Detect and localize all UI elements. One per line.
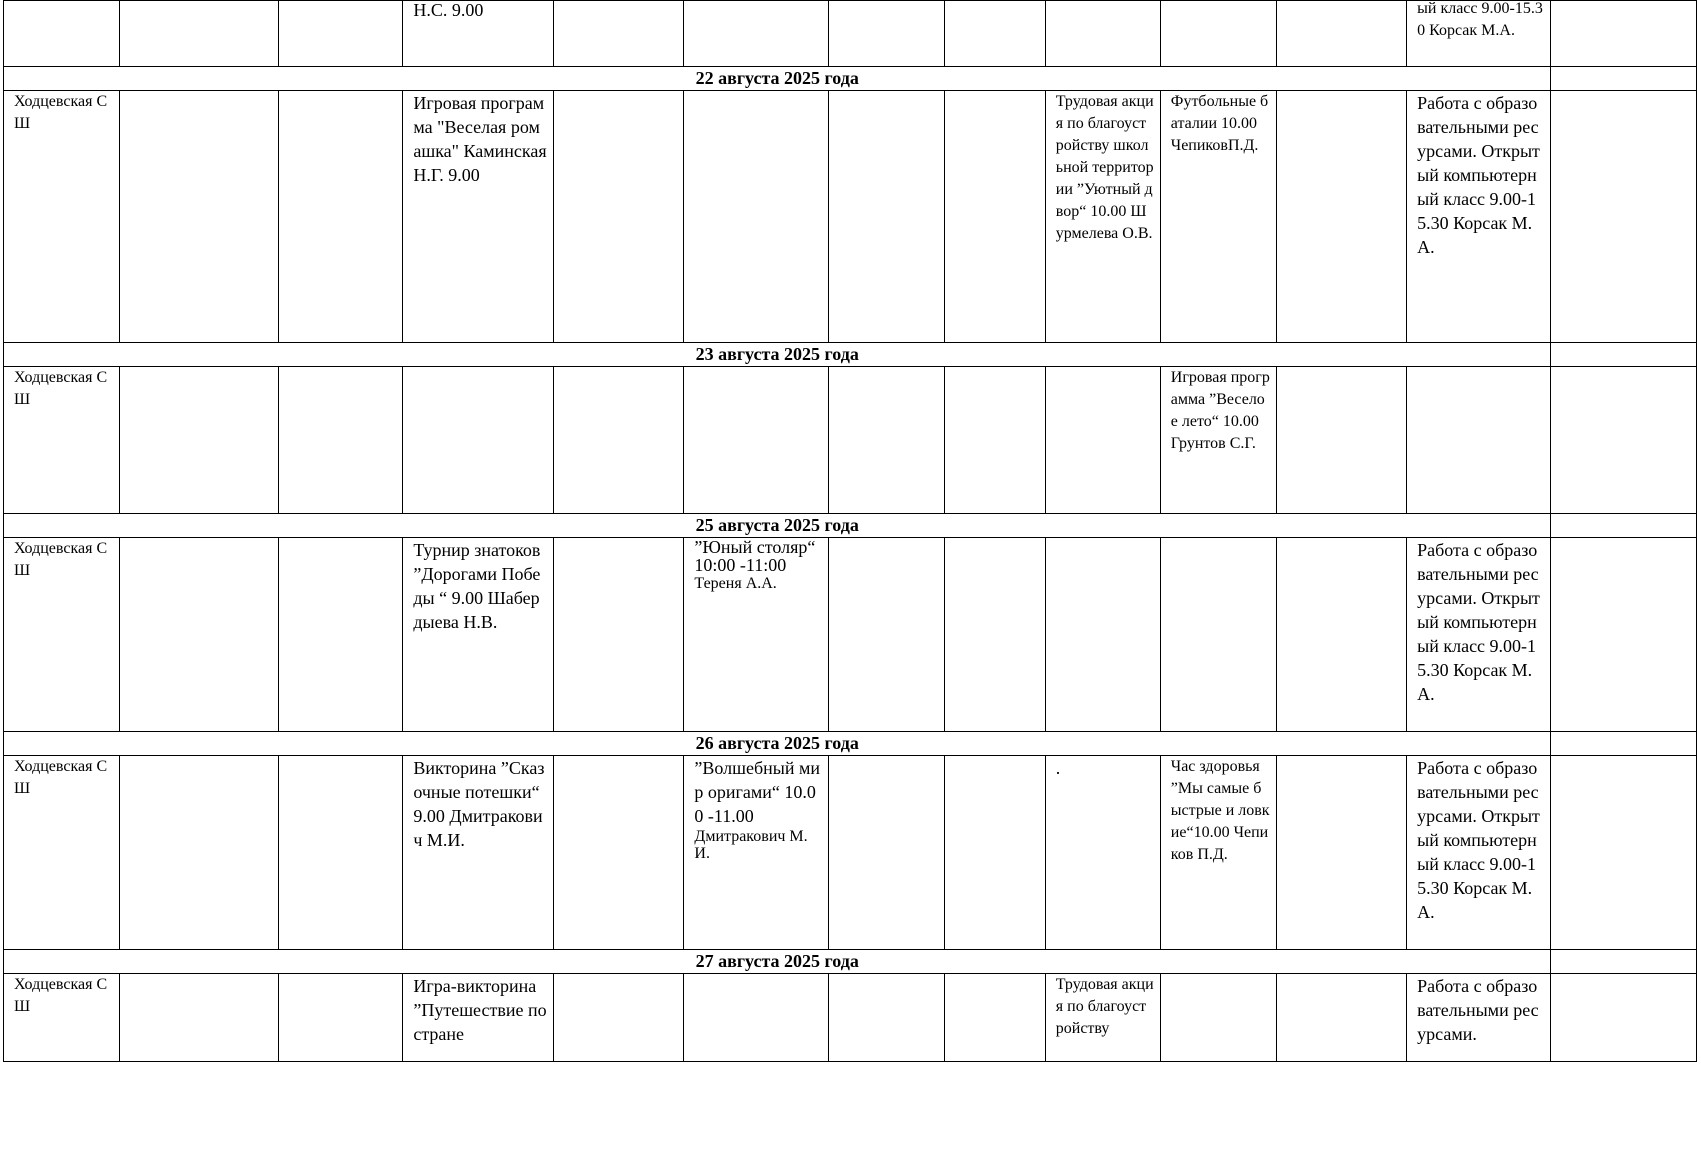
event-cell: Час здоровья ”Мы самые быстрые и ловкие“10.00 Чепиков П.Д. <box>1170 758 1270 863</box>
date-header: 23 августа 2025 года <box>4 343 1551 367</box>
event-cell: Игровая программа "Веселая ромашка" Каминская Н.Г. 9.00 <box>413 93 547 185</box>
school-name: Ходцевская СШ <box>14 976 108 1015</box>
date-header-row <box>4 732 1697 756</box>
date-header-row <box>4 950 1697 974</box>
table-row <box>4 91 1697 343</box>
date-header-row <box>4 514 1697 538</box>
event-cell: Игровая программа ”Веселое лето“ 10.00 Грунтов С.Г. <box>1170 369 1270 452</box>
event-cell: Работа с образовательными ресурсами. Открытый компьютерный класс 9.00-15.30 Корсак М.А. <box>1417 758 1540 922</box>
event-cell: Футбольные баталии 10.00 ЧепиковП.Д. <box>1170 93 1269 154</box>
school-name: Ходцевская СШ <box>14 93 108 132</box>
schedule-table <box>3 0 1697 1062</box>
table-row <box>4 1 1697 67</box>
school-name: Ходцевская СШ <box>14 540 108 579</box>
table-row <box>4 756 1697 950</box>
date-header-row <box>4 343 1697 367</box>
event-cell: ый класс 9.00-15.30 Корсак М.А. <box>1417 0 1543 39</box>
date-header: 22 августа 2025 года <box>4 67 1551 91</box>
event-cell-title: ”Волшебный мир оригами“ 10.00 -11.00 <box>694 758 821 826</box>
date-header: 25 августа 2025 года <box>4 514 1551 538</box>
event-cell: Н.С. 9.00 <box>413 0 484 20</box>
date-header-row <box>4 67 1697 91</box>
event-cell: Работа с образовательными ресурсами. <box>1417 976 1539 1044</box>
date-header: 26 августа 2025 года <box>4 732 1551 756</box>
school-name: Ходцевская СШ <box>14 758 108 797</box>
event-cell-name: Дмитракович М.И. <box>694 828 808 862</box>
event-cell: Работа с образовательными ресурсами. Открытый компьютерный класс 9.00-15.30 Корсак М.А. <box>1417 540 1540 704</box>
table-row <box>4 367 1697 514</box>
event-cell: Викторина ”Сказочные потешки“ 9.00 Дмитракович М.И. <box>413 758 545 850</box>
school-name: Ходцевская СШ <box>14 369 108 408</box>
event-cell: Турнир знатоков ”Дорогами Победы “ 9.00 Шабердыева Н.В. <box>413 540 541 632</box>
event-cell-title: ”Юный столяр“ 10:00 -11:00 <box>694 537 816 575</box>
event-cell: Игра-викторина ”Путешествие по стране <box>413 976 547 1044</box>
date-header: 27 августа 2025 года <box>4 950 1551 974</box>
table-row <box>4 538 1697 732</box>
event-cell: . <box>1055 758 1061 778</box>
table-row <box>4 974 1697 1062</box>
event-cell: Работа с образовательными ресурсами. Открытый компьютерный класс 9.00-15.30 Корсак М.А. <box>1417 93 1540 257</box>
event-cell: Трудовая акция по благоустройству школьной территории ”Уютный двор“ 10.00 Шурмелева О.В. <box>1055 93 1154 242</box>
event-cell-name: Тереня А.А. <box>694 575 777 592</box>
event-cell: Трудовая акция по благоустройству <box>1055 976 1154 1037</box>
